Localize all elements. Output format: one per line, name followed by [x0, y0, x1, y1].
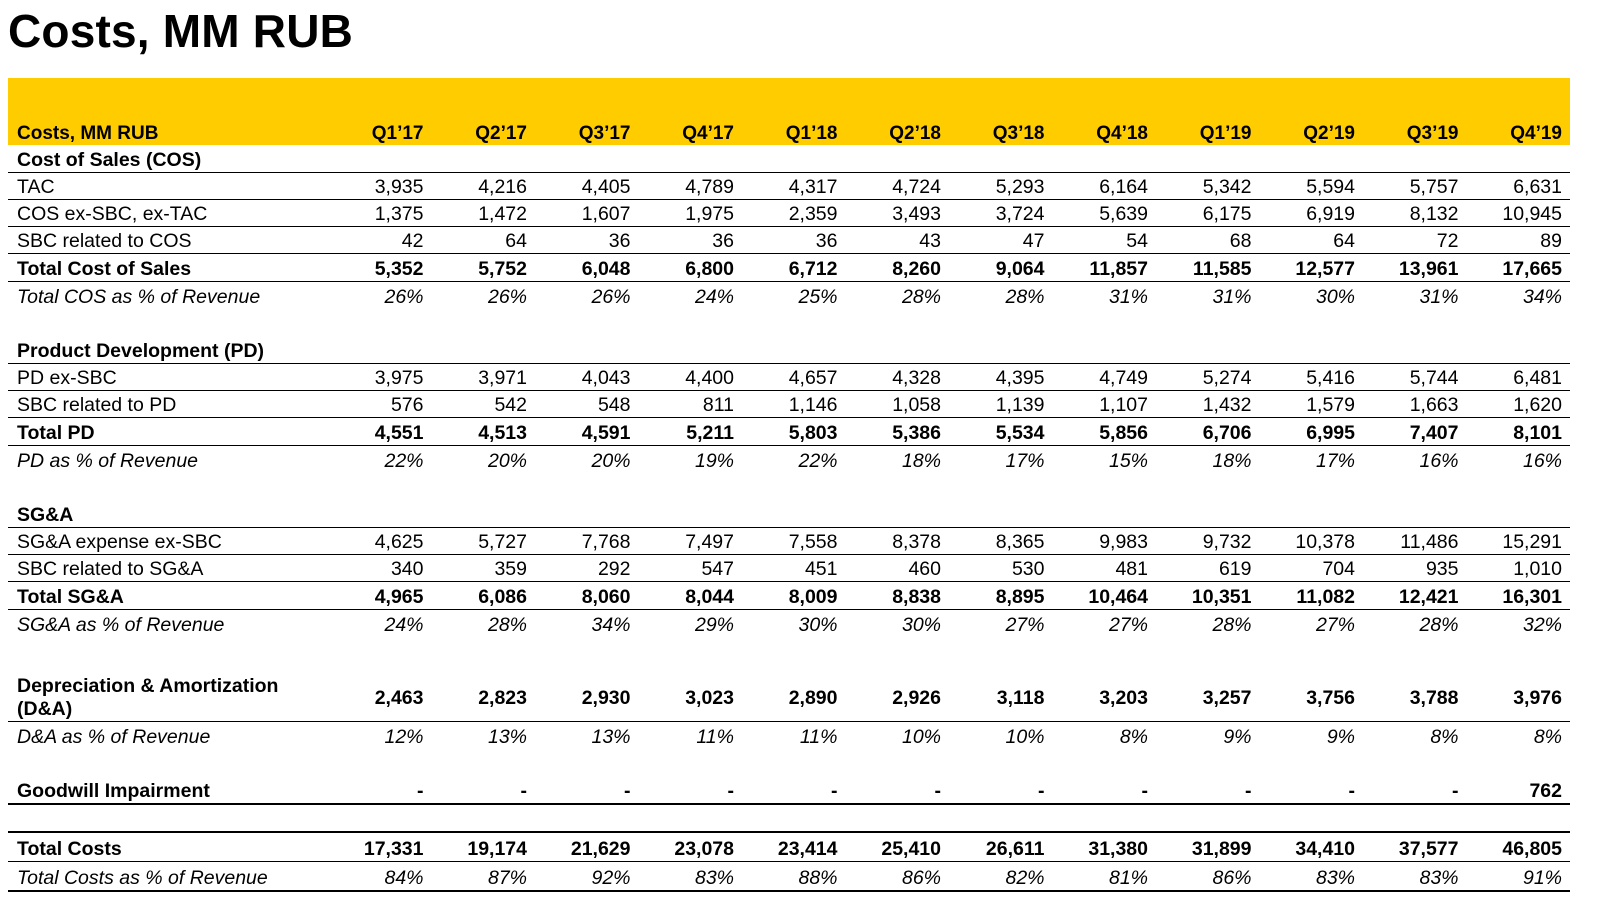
value-cell: 1,607 [535, 200, 639, 227]
value-cell: 4,513 [432, 418, 536, 446]
value-cell: 32% [1522, 614, 1562, 636]
value-cell: 68 [1156, 227, 1260, 254]
row-label: Total SG&A [8, 582, 328, 610]
value-cell: 8,101 [1467, 418, 1571, 446]
spacer-cell [8, 804, 1570, 832]
value-cell: 12,577 [1260, 254, 1364, 282]
value-cell: 15% [1108, 450, 1148, 472]
value-cell: 46,805 [1467, 832, 1571, 862]
value-cell: 83% [1363, 862, 1467, 892]
value-cell: 10,351 [1156, 582, 1260, 610]
value-cell: 542 [432, 391, 536, 418]
value-cell: 8,009 [742, 582, 846, 610]
value-cell: 31% [1108, 286, 1148, 308]
value-cell: 5,594 [1260, 173, 1364, 200]
row-label: Depreciation & Amortization (D&A) [8, 664, 328, 722]
value-cell: 91% [1467, 862, 1571, 892]
header-label: Costs, MM RUB [17, 123, 159, 144]
value-cell: 704 [1260, 555, 1364, 582]
row-label: SBC related to PD [8, 391, 328, 418]
value-cell: 9,983 [1053, 528, 1157, 555]
value-cell: 11,486 [1363, 528, 1467, 555]
value-cell: 22% [384, 450, 424, 472]
value-cell: 10% [1005, 726, 1045, 748]
value-cell: - [1053, 776, 1157, 804]
value-cell: 22% [798, 450, 838, 472]
value-cell: 4,591 [535, 418, 639, 446]
value-cell: 5,639 [1053, 200, 1157, 227]
section-heading-sga [8, 500, 1570, 528]
spacer-row [8, 309, 1570, 336]
value-cell: 9% [1223, 726, 1252, 748]
value-cell: 762 [1467, 776, 1571, 804]
value-cell: 3,971 [432, 364, 536, 391]
value-cell: 6,631 [1467, 173, 1571, 200]
value-cell: 28% [1005, 286, 1045, 308]
value-cell: - [639, 776, 743, 804]
row-label: SG&A as % of Revenue [17, 614, 225, 636]
value-cell: 13% [591, 726, 631, 748]
value-cell: 8,365 [949, 528, 1053, 555]
value-cell: 451 [742, 555, 846, 582]
value-cell: 10% [901, 726, 941, 748]
header-quarter: Q2’19 [1303, 123, 1355, 144]
header-quarter: Q3’19 [1406, 123, 1459, 144]
value-cell: 43 [846, 227, 950, 254]
value-cell: 6,919 [1260, 200, 1364, 227]
row-label: SBC related to COS [8, 227, 328, 254]
value-cell: 6,995 [1260, 418, 1364, 446]
value-cell: 30% [798, 614, 838, 636]
value-cell: 31,899 [1156, 832, 1260, 862]
value-cell: 935 [1363, 555, 1467, 582]
value-cell: - [1156, 776, 1260, 804]
value-cell: 28% [1419, 614, 1459, 636]
value-cell: - [328, 776, 432, 804]
value-cell: 1,058 [846, 391, 950, 418]
value-cell: 6,175 [1156, 200, 1260, 227]
value-cell: 64 [432, 227, 536, 254]
value-cell: 481 [1053, 555, 1157, 582]
value-cell: 13% [487, 726, 527, 748]
section-heading: SG&A [8, 500, 1570, 528]
value-cell: 1,010 [1467, 555, 1571, 582]
value-cell: 530 [949, 555, 1053, 582]
value-cell: 16% [1419, 450, 1459, 472]
row-label: SG&A expense ex-SBC [8, 528, 328, 555]
row-label: Total COS as % of Revenue [17, 286, 261, 308]
value-cell: 4,395 [949, 364, 1053, 391]
value-cell: 17,665 [1467, 254, 1571, 282]
value-cell: 811 [639, 391, 743, 418]
value-cell: 5,211 [639, 418, 743, 446]
value-cell: 292 [535, 555, 639, 582]
row-total-costs-pct-revenue [8, 862, 1570, 892]
value-cell: 72 [1363, 227, 1467, 254]
value-cell: 8,044 [639, 582, 743, 610]
section-heading-cos [8, 145, 1570, 173]
value-cell: 6,712 [742, 254, 846, 282]
value-cell: 31% [1419, 286, 1459, 308]
row-label: D&A as % of Revenue [17, 726, 211, 748]
value-cell: 4,965 [328, 582, 432, 610]
value-cell: 2,890 [742, 664, 846, 722]
header-quarter: Q1’18 [785, 123, 838, 144]
value-cell: 28% [487, 614, 527, 636]
spacer-cell [8, 749, 1570, 776]
row-label: SBC related to SG&A [8, 555, 328, 582]
value-cell: 10,945 [1467, 200, 1571, 227]
value-cell: 34,410 [1260, 832, 1364, 862]
value-cell: 11% [799, 726, 838, 748]
row-total-pd [8, 418, 1570, 446]
value-cell: 5,386 [846, 418, 950, 446]
value-cell: 28% [901, 286, 941, 308]
value-cell: 83% [1260, 862, 1364, 892]
value-cell: 9,064 [949, 254, 1053, 282]
table-header-row [8, 78, 1570, 145]
row-sga-pct-revenue [8, 610, 1570, 638]
value-cell: 3,976 [1467, 664, 1571, 722]
value-cell: 17% [1005, 450, 1045, 472]
value-cell: - [535, 776, 639, 804]
value-cell: 2,930 [535, 664, 639, 722]
header-quarter: Q1’17 [371, 123, 424, 144]
row-tac [8, 173, 1570, 200]
row-total-costs [8, 832, 1570, 862]
value-cell: 24% [384, 614, 424, 636]
value-cell: 3,756 [1260, 664, 1364, 722]
value-cell: 84% [328, 862, 432, 892]
value-cell: 12,421 [1363, 582, 1467, 610]
value-cell: 88% [742, 862, 846, 892]
value-cell: 7,497 [639, 528, 743, 555]
value-cell: 24% [694, 286, 734, 308]
spacer-cell [8, 309, 1570, 336]
value-cell: 29% [694, 614, 734, 636]
header-quarter: Q4’18 [1096, 123, 1148, 144]
value-cell: 3,203 [1053, 664, 1157, 722]
value-cell: - [1260, 776, 1364, 804]
value-cell: 5,342 [1156, 173, 1260, 200]
value-cell: 86% [1156, 862, 1260, 892]
value-cell: 1,620 [1467, 391, 1571, 418]
row-label: Total Costs [8, 832, 328, 862]
header-quarter: Q2’17 [475, 123, 527, 144]
value-cell: 3,788 [1363, 664, 1467, 722]
value-cell: 17% [1315, 450, 1355, 472]
row-label: Total PD [8, 418, 328, 446]
value-cell: 548 [535, 391, 639, 418]
value-cell: 89 [1467, 227, 1571, 254]
value-cell: 87% [432, 862, 536, 892]
value-cell: - [846, 776, 950, 804]
value-cell: 30% [901, 614, 941, 636]
row-label: PD ex-SBC [8, 364, 328, 391]
value-cell: 12% [384, 726, 424, 748]
row-label: Goodwill Impairment [8, 776, 328, 804]
value-cell: 3,118 [949, 664, 1053, 722]
value-cell: 619 [1156, 555, 1260, 582]
value-cell: 5,803 [742, 418, 846, 446]
value-cell: 47 [949, 227, 1053, 254]
section-heading: Cost of Sales (COS) [8, 145, 1570, 173]
value-cell: 28% [1212, 614, 1252, 636]
value-cell: 5,534 [949, 418, 1053, 446]
value-cell: 8,060 [535, 582, 639, 610]
spacer-row [8, 637, 1570, 664]
value-cell: 83% [639, 862, 743, 892]
row-label: PD as % of Revenue [17, 450, 199, 472]
row-da-pct-revenue [8, 722, 1570, 750]
costs-table [8, 78, 1570, 892]
row-sbc-pd [8, 391, 1570, 418]
value-cell: 5,744 [1363, 364, 1467, 391]
value-cell: 81% [1053, 862, 1157, 892]
header-quarter: Q2’18 [889, 123, 941, 144]
value-cell: 5,727 [432, 528, 536, 555]
value-cell: 4,043 [535, 364, 639, 391]
value-cell: 86% [846, 862, 950, 892]
page-title: Costs, MM RUB [8, 5, 354, 57]
row-sga-ex-sbc [8, 528, 1570, 555]
value-cell: 5,352 [328, 254, 432, 282]
value-cell: 4,216 [432, 173, 536, 200]
spacer-row [8, 749, 1570, 776]
value-cell: 1,146 [742, 391, 846, 418]
value-cell: 10,378 [1260, 528, 1364, 555]
header-quarter: Q3’17 [578, 123, 631, 144]
value-cell: 15,291 [1467, 528, 1571, 555]
value-cell: 7,768 [535, 528, 639, 555]
row-cos-pct-revenue [8, 282, 1570, 310]
row-label: COS ex-SBC, ex-TAC [8, 200, 328, 227]
value-cell: 27% [1315, 614, 1355, 636]
value-cell: 7,407 [1363, 418, 1467, 446]
value-cell: 3,935 [328, 173, 432, 200]
value-cell: 8,838 [846, 582, 950, 610]
header-quarter: Q4’19 [1510, 123, 1562, 144]
value-cell: 5,757 [1363, 173, 1467, 200]
value-cell: 6,706 [1156, 418, 1260, 446]
value-cell: 42 [328, 227, 432, 254]
value-cell: 30% [1315, 286, 1355, 308]
value-cell: 36 [639, 227, 743, 254]
spacer-row [8, 473, 1570, 500]
value-cell: 5,293 [949, 173, 1053, 200]
value-cell: 4,789 [639, 173, 743, 200]
value-cell: 18% [901, 450, 941, 472]
value-cell: 8,132 [1363, 200, 1467, 227]
value-cell: 92% [535, 862, 639, 892]
value-cell: 37,577 [1363, 832, 1467, 862]
value-cell: 5,416 [1260, 364, 1364, 391]
value-cell: 547 [639, 555, 743, 582]
value-cell: 4,657 [742, 364, 846, 391]
value-cell: 4,317 [742, 173, 846, 200]
value-cell: 21,629 [535, 832, 639, 862]
value-cell: 34% [1522, 286, 1562, 308]
section-heading: Product Development (PD) [8, 336, 1570, 364]
value-cell: 6,086 [432, 582, 536, 610]
value-cell: 36 [742, 227, 846, 254]
value-cell: 11,585 [1156, 254, 1260, 282]
value-cell: 4,625 [328, 528, 432, 555]
value-cell: 13,961 [1363, 254, 1467, 282]
value-cell: 5,274 [1156, 364, 1260, 391]
value-cell: 64 [1260, 227, 1364, 254]
value-cell: 31,380 [1053, 832, 1157, 862]
value-cell: 5,752 [432, 254, 536, 282]
table-body [8, 145, 1570, 891]
value-cell: 2,359 [742, 200, 846, 227]
value-cell: 27% [1108, 614, 1148, 636]
value-cell: 1,107 [1053, 391, 1157, 418]
value-cell: 19% [694, 450, 734, 472]
row-goodwill-impairment [8, 776, 1570, 804]
row-sbc-sga [8, 555, 1570, 582]
value-cell: 1,139 [949, 391, 1053, 418]
value-cell: 7,558 [742, 528, 846, 555]
value-cell: 23,414 [742, 832, 846, 862]
value-cell: 1,975 [639, 200, 743, 227]
value-cell: 20% [487, 450, 527, 472]
section-heading-pd [8, 336, 1570, 364]
value-cell: 4,400 [639, 364, 743, 391]
value-cell: 6,048 [535, 254, 639, 282]
row-pd-pct-revenue [8, 446, 1570, 474]
value-cell: 9,732 [1156, 528, 1260, 555]
row-cos-ex-sbc-ex-tac [8, 200, 1570, 227]
value-cell: 34% [591, 614, 631, 636]
value-cell: 3,975 [328, 364, 432, 391]
value-cell: 1,432 [1156, 391, 1260, 418]
value-cell: - [1363, 776, 1467, 804]
value-cell: 19,174 [432, 832, 536, 862]
spacer-cell [8, 473, 1570, 500]
value-cell: 11,857 [1053, 254, 1157, 282]
value-cell: 460 [846, 555, 950, 582]
row-depreciation-amortization [8, 664, 1570, 722]
row-sbc-cos [8, 227, 1570, 254]
value-cell: 8,378 [846, 528, 950, 555]
value-cell: 27% [1005, 614, 1045, 636]
value-cell: 4,328 [846, 364, 950, 391]
value-cell: - [742, 776, 846, 804]
value-cell: 1,375 [328, 200, 432, 227]
value-cell: 4,749 [1053, 364, 1157, 391]
value-cell: 10,464 [1053, 582, 1157, 610]
row-pd-ex-sbc [8, 364, 1570, 391]
value-cell: 6,164 [1053, 173, 1157, 200]
value-cell: 2,463 [328, 664, 432, 722]
value-cell: 26% [384, 286, 424, 308]
value-cell: 576 [328, 391, 432, 418]
row-total-cost-of-sales [8, 254, 1570, 282]
value-cell: 3,724 [949, 200, 1053, 227]
value-cell: 3,493 [846, 200, 950, 227]
value-cell: 6,481 [1467, 364, 1571, 391]
value-cell: 11% [696, 726, 734, 748]
value-cell: 8% [1533, 726, 1562, 748]
value-cell: 20% [591, 450, 631, 472]
value-cell: 11,082 [1260, 582, 1364, 610]
header-quarter: Q1’19 [1199, 123, 1252, 144]
value-cell: 26,611 [949, 832, 1053, 862]
value-cell: 17,331 [328, 832, 432, 862]
row-label: Total Cost of Sales [8, 254, 328, 282]
value-cell: 4,724 [846, 173, 950, 200]
row-label: Total Costs as % of Revenue [8, 862, 328, 892]
value-cell: 4,551 [328, 418, 432, 446]
value-cell: - [949, 776, 1053, 804]
value-cell: 25,410 [846, 832, 950, 862]
value-cell: 1,579 [1260, 391, 1364, 418]
value-cell: 5,856 [1053, 418, 1157, 446]
value-cell: - [432, 776, 536, 804]
spacer-cell [8, 637, 1570, 664]
value-cell: 2,926 [846, 664, 950, 722]
value-cell: 31% [1212, 286, 1252, 308]
value-cell: 3,257 [1156, 664, 1260, 722]
value-cell: 54 [1053, 227, 1157, 254]
value-cell: 25% [798, 286, 838, 308]
value-cell: 26% [591, 286, 631, 308]
value-cell: 82% [949, 862, 1053, 892]
value-cell: 16% [1522, 450, 1562, 472]
value-cell: 8,260 [846, 254, 950, 282]
value-cell: 36 [535, 227, 639, 254]
value-cell: 23,078 [639, 832, 743, 862]
value-cell: 16,301 [1467, 582, 1571, 610]
value-cell: 8,895 [949, 582, 1053, 610]
value-cell: 18% [1212, 450, 1252, 472]
value-cell: 340 [328, 555, 432, 582]
header-quarter: Q4’17 [682, 123, 734, 144]
value-cell: 4,405 [535, 173, 639, 200]
value-cell: 26% [487, 286, 527, 308]
value-cell: 8% [1430, 726, 1459, 748]
row-total-sga [8, 582, 1570, 610]
header-quarter: Q3’18 [992, 123, 1045, 144]
row-label: TAC [8, 173, 328, 200]
value-cell: 6,800 [639, 254, 743, 282]
value-cell: 1,663 [1363, 391, 1467, 418]
value-cell: 9% [1326, 726, 1355, 748]
value-cell: 3,023 [639, 664, 743, 722]
value-cell: 2,823 [432, 664, 536, 722]
value-cell: 359 [432, 555, 536, 582]
value-cell: 8% [1119, 726, 1148, 748]
separator-row [8, 804, 1570, 832]
value-cell: 1,472 [432, 200, 536, 227]
